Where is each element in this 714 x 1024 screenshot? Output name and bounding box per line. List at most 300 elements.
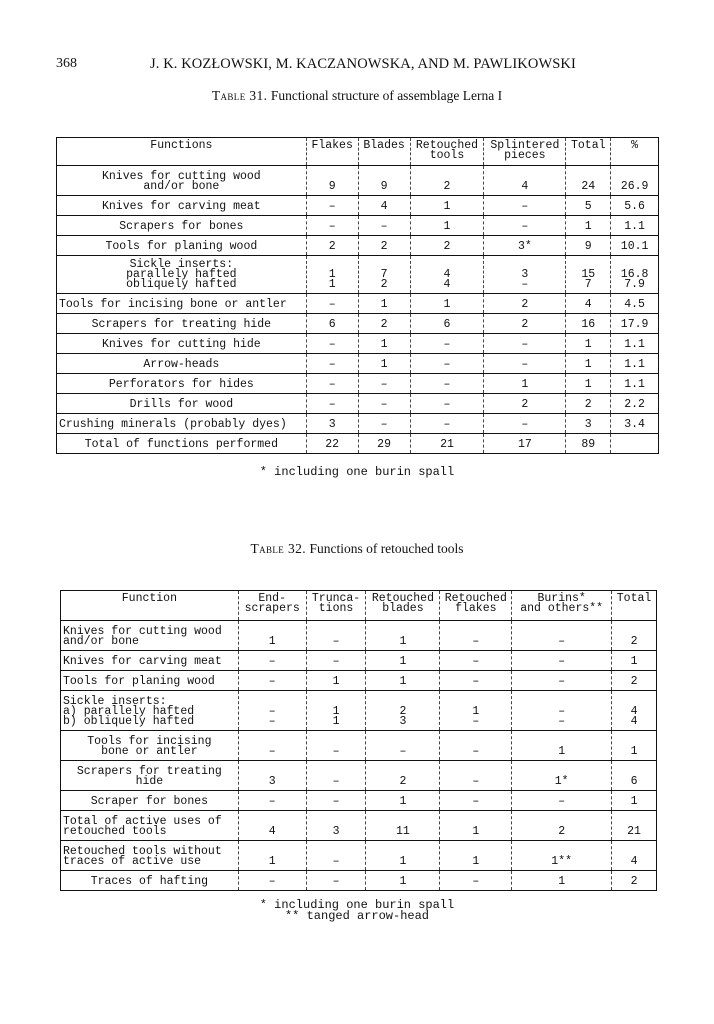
- cell-line: 1: [380, 358, 388, 371]
- cell-line: retouched tools: [63, 825, 167, 838]
- value-cell: [306, 166, 358, 196]
- row-label: [57, 314, 307, 334]
- value-cell: [611, 354, 659, 374]
- footnote: * including one burin spall: [259, 898, 455, 912]
- value-cell: [306, 414, 358, 434]
- value-cell: [611, 414, 659, 434]
- cell-line: –: [332, 635, 340, 648]
- table-row: [61, 761, 657, 791]
- cell-line: 4: [630, 705, 638, 718]
- cell-line: 1: [399, 655, 407, 668]
- value-cell: [306, 374, 358, 394]
- cell-line: –: [558, 705, 566, 718]
- value-cell: [612, 651, 657, 671]
- value-cell: [611, 166, 659, 196]
- page-number: 368: [56, 56, 77, 71]
- value-cell: [366, 651, 440, 671]
- table-row: [57, 394, 659, 414]
- cell-line: –: [380, 398, 388, 411]
- table32-footnotes: [0, 900, 714, 922]
- cell-line: Blades: [363, 139, 405, 152]
- cell-line: 1: [328, 268, 336, 281]
- cell-line: –: [472, 745, 480, 758]
- value-cell: [484, 294, 566, 314]
- cell-line: parallely hafted: [126, 268, 237, 281]
- cell-line: 1: [332, 715, 340, 728]
- table-row: [61, 691, 657, 731]
- table-row: [57, 236, 659, 256]
- cell-line: a) parallely hafted: [63, 705, 195, 718]
- value-cell: [512, 841, 612, 871]
- value-cell: [440, 841, 512, 871]
- value-cell: [410, 394, 484, 414]
- cell-line: –: [332, 775, 340, 788]
- cell-line: Flakes: [311, 139, 353, 152]
- cell-line: Total: [570, 139, 606, 152]
- cell-line: 3: [332, 825, 340, 838]
- cell-line: 2: [521, 318, 529, 331]
- table-row: [57, 414, 659, 434]
- cell-line: 2: [443, 180, 451, 193]
- cell-line: tions: [318, 602, 354, 615]
- cell-line: –: [472, 775, 480, 788]
- value-cell: [366, 621, 440, 651]
- cell-line: Sickle inserts:: [129, 258, 234, 271]
- value-cell: [366, 871, 440, 891]
- value-cell: [611, 294, 659, 314]
- cell-line: 2: [584, 398, 592, 411]
- cell-line: 1.1: [624, 220, 645, 233]
- cell-line: Function: [121, 592, 177, 605]
- value-cell: [306, 731, 366, 761]
- cell-line: Crushing minerals (probably dyes): [59, 418, 287, 431]
- value-cell: [512, 691, 612, 731]
- value-cell: [440, 621, 512, 651]
- cell-line: 17.9: [620, 318, 649, 331]
- cell-line: 4: [584, 298, 592, 311]
- value-cell: [440, 651, 512, 671]
- value-cell: [611, 314, 659, 334]
- cell-line: Retouched tools without: [63, 845, 222, 858]
- cell-line: –: [328, 298, 336, 311]
- row-label: [57, 216, 307, 236]
- cell-line: 2: [521, 398, 529, 411]
- cell-line: Knives for cutting hide: [101, 338, 261, 351]
- value-cell: [238, 651, 306, 671]
- value-cell: [410, 374, 484, 394]
- value-cell: [410, 196, 484, 216]
- cell-line: –: [558, 675, 566, 688]
- value-cell: [410, 334, 484, 354]
- cell-line: –: [443, 378, 451, 391]
- cell-line: traces of active use: [63, 855, 202, 868]
- cell-line: –: [332, 875, 340, 888]
- cell-line: –: [332, 655, 340, 668]
- column-header: [358, 138, 410, 166]
- cell-line: 4.5: [624, 298, 645, 311]
- cell-line: 9: [328, 180, 336, 193]
- cell-line: Tools for planing wood: [63, 675, 215, 688]
- cell-line: –: [521, 338, 529, 351]
- value-cell: [484, 334, 566, 354]
- cell-line: –: [328, 338, 336, 351]
- row-label: [57, 414, 307, 434]
- table-row: [57, 434, 659, 454]
- cell-line: 1: [558, 875, 566, 888]
- column-header: [512, 591, 612, 621]
- cell-line: 7: [380, 268, 388, 281]
- column-header: [238, 591, 306, 621]
- cell-line: 16.8: [620, 268, 649, 281]
- cell-line: 26.9: [620, 180, 649, 193]
- cell-line: 2: [399, 705, 407, 718]
- value-cell: [410, 294, 484, 314]
- value-cell: [512, 671, 612, 691]
- cell-line: 5.6: [624, 200, 645, 213]
- column-header: [306, 138, 358, 166]
- cell-line: 4: [268, 825, 276, 838]
- value-cell: [306, 434, 358, 454]
- value-cell: [358, 374, 410, 394]
- cell-line: and others**: [520, 602, 604, 615]
- row-label: [61, 651, 239, 671]
- running-title: J. K. KOZŁOWSKI, M. KACZANOWSKA, AND M. PAWLIKOWSKI: [150, 56, 576, 72]
- row-label: [57, 166, 307, 196]
- value-cell: [238, 731, 306, 761]
- value-cell: [366, 761, 440, 791]
- table31-footnotes: [0, 467, 714, 478]
- value-cell: [566, 216, 611, 236]
- cell-line: 1.1: [624, 358, 645, 371]
- row-label: [57, 434, 307, 454]
- value-cell: [440, 671, 512, 691]
- cell-line: Knives for carving meat: [101, 200, 261, 213]
- cell-line: 1: [332, 675, 340, 688]
- value-cell: [306, 216, 358, 236]
- cell-line: –: [380, 378, 388, 391]
- cell-line: –: [268, 875, 276, 888]
- cell-line: 2: [443, 240, 451, 253]
- column-header: [612, 591, 657, 621]
- value-cell: [306, 871, 366, 891]
- value-cell: [306, 671, 366, 691]
- table-row: [57, 374, 659, 394]
- cell-line: 1: [472, 705, 480, 718]
- value-cell: [512, 621, 612, 651]
- column-header: [566, 138, 611, 166]
- row-label: [61, 621, 239, 651]
- value-cell: [410, 434, 484, 454]
- cell-line: 11: [396, 825, 410, 838]
- cell-line: –: [268, 655, 276, 668]
- cell-line: 21: [627, 825, 641, 838]
- table32-caption: [0, 541, 714, 557]
- column-header: [611, 138, 659, 166]
- cell-line: Knives for carving meat: [63, 655, 222, 668]
- cell-line: 2: [521, 298, 529, 311]
- cell-line: 1: [328, 278, 336, 291]
- cell-line: –: [328, 378, 336, 391]
- cell-line: Total of functions performed: [84, 438, 278, 451]
- cell-line: Functions: [150, 139, 213, 152]
- value-cell: [238, 621, 306, 651]
- cell-line: 1: [443, 298, 451, 311]
- cell-line: 9: [380, 180, 388, 193]
- value-cell: [306, 196, 358, 216]
- table-row: [57, 196, 659, 216]
- row-label: [57, 334, 307, 354]
- table-row: [61, 621, 657, 651]
- table-row: [61, 841, 657, 871]
- value-cell: [306, 841, 366, 871]
- value-cell: [440, 871, 512, 891]
- row-label: [61, 671, 239, 691]
- cell-line: Scrapers for treating: [76, 765, 222, 778]
- value-cell: [484, 196, 566, 216]
- cell-line: 29: [377, 438, 391, 451]
- column-header: [484, 138, 566, 166]
- value-cell: [238, 691, 306, 731]
- table-row: [57, 256, 659, 294]
- cell-line: 1: [584, 378, 592, 391]
- table-row: [57, 334, 659, 354]
- value-cell: [512, 731, 612, 761]
- value-cell: [358, 354, 410, 374]
- cell-line: Retouched: [415, 139, 479, 152]
- cell-line: 22: [325, 438, 340, 451]
- value-cell: [512, 811, 612, 841]
- cell-line: –: [268, 745, 276, 758]
- value-cell: [612, 761, 657, 791]
- cell-line: –: [332, 795, 340, 808]
- cell-line: Tools for planing wood: [105, 240, 258, 253]
- value-cell: [366, 811, 440, 841]
- cell-line: 1: [630, 745, 638, 758]
- column-header: [61, 591, 239, 621]
- cell-line: 1**: [551, 855, 573, 868]
- cell-line: 4: [630, 855, 638, 868]
- cell-line: –: [521, 200, 529, 213]
- value-cell: [366, 671, 440, 691]
- value-cell: [358, 216, 410, 236]
- cell-line: 1*: [554, 775, 569, 788]
- cell-line: 1: [332, 705, 340, 718]
- row-label: [57, 196, 307, 216]
- cell-line: 2: [399, 775, 407, 788]
- value-cell: [512, 871, 612, 891]
- value-cell: [306, 314, 358, 334]
- value-cell: [410, 414, 484, 434]
- value-cell: [484, 374, 566, 394]
- value-cell: [484, 236, 566, 256]
- cell-line: 3: [521, 268, 529, 281]
- table-row: [61, 731, 657, 761]
- cell-line: Total: [616, 592, 652, 605]
- cell-line: 2.2: [624, 398, 645, 411]
- value-cell: [306, 256, 358, 294]
- cell-line: 4: [443, 268, 451, 281]
- cell-line: and/or bone: [63, 635, 139, 648]
- cell-line: End-: [258, 592, 286, 605]
- value-cell: [410, 354, 484, 374]
- cell-line: 1: [380, 338, 388, 351]
- cell-line: –: [268, 715, 276, 728]
- cell-line: Burins*: [537, 592, 586, 605]
- value-cell: [612, 841, 657, 871]
- cell-line: –: [472, 875, 480, 888]
- cell-line: –: [328, 398, 336, 411]
- cell-line: and/or bone: [143, 180, 220, 193]
- value-cell: [366, 841, 440, 871]
- cell-line: 1: [584, 358, 592, 371]
- cell-line: Total of active uses of: [63, 815, 222, 828]
- cell-line: 2: [630, 635, 638, 648]
- value-cell: [566, 354, 611, 374]
- table32: [60, 590, 657, 891]
- column-header: [366, 591, 440, 621]
- value-cell: [410, 236, 484, 256]
- cell-line: –: [472, 795, 480, 808]
- value-cell: [238, 871, 306, 891]
- value-cell: [440, 791, 512, 811]
- value-cell: [566, 314, 611, 334]
- cell-line: –: [328, 358, 336, 371]
- cell-line: Scraper for bones: [90, 795, 209, 808]
- cell-line: 6: [328, 318, 336, 331]
- row-label: [61, 731, 239, 761]
- value-cell: [512, 761, 612, 791]
- value-cell: [612, 621, 657, 651]
- value-cell: [358, 434, 410, 454]
- value-cell: [484, 166, 566, 196]
- value-cell: [611, 374, 659, 394]
- cell-line: 16: [581, 318, 596, 331]
- cell-line: 7: [584, 278, 592, 291]
- cell-line: 1: [380, 298, 388, 311]
- value-cell: [238, 811, 306, 841]
- value-cell: [484, 394, 566, 414]
- value-cell: [566, 374, 611, 394]
- cell-line: 4: [380, 200, 388, 213]
- cell-line: 2: [380, 240, 388, 253]
- cell-line: 2: [630, 875, 638, 888]
- cell-line: 6: [630, 775, 638, 788]
- value-cell: [358, 256, 410, 294]
- cell-line: 21: [440, 438, 454, 451]
- table-row: [61, 651, 657, 671]
- cell-line: 1: [443, 200, 451, 213]
- cell-line: –: [399, 745, 407, 758]
- value-cell: [440, 811, 512, 841]
- value-cell: [410, 314, 484, 334]
- value-cell: [410, 256, 484, 294]
- cell-line: –: [558, 655, 566, 668]
- cell-line: Tools for incising bone or antler: [59, 298, 287, 311]
- value-cell: [306, 334, 358, 354]
- cell-line: Retouched: [444, 592, 507, 605]
- cell-line: 4: [443, 278, 451, 291]
- column-header: [410, 138, 484, 166]
- value-cell: [611, 196, 659, 216]
- value-cell: [306, 294, 358, 314]
- value-cell: [566, 334, 611, 354]
- cell-line: –: [268, 675, 276, 688]
- table-row: [57, 166, 659, 196]
- cell-line: –: [472, 715, 480, 728]
- value-cell: [358, 196, 410, 216]
- value-cell: [484, 434, 566, 454]
- cell-line: –: [558, 715, 566, 728]
- cell-line: blades: [382, 602, 424, 615]
- cell-line: –: [380, 220, 388, 233]
- value-cell: [358, 166, 410, 196]
- cell-line: hide: [135, 775, 164, 788]
- cell-line: –: [328, 220, 336, 233]
- cell-line: 2: [558, 825, 566, 838]
- cell-line: –: [443, 398, 451, 411]
- cell-line: 1: [268, 635, 276, 648]
- row-label: [57, 236, 307, 256]
- footnote: * including one burin spall: [259, 465, 455, 479]
- cell-line: Scrapers for bones: [119, 220, 244, 233]
- value-cell: [611, 434, 659, 454]
- value-cell: [440, 691, 512, 731]
- cell-line: scrapers: [244, 602, 300, 615]
- value-cell: [566, 434, 611, 454]
- value-cell: [238, 671, 306, 691]
- cell-line: –: [558, 635, 566, 648]
- cell-line: –: [472, 675, 480, 688]
- cell-line: Drills for wood: [129, 398, 234, 411]
- cell-line: b) obliquely hafted: [63, 715, 195, 728]
- value-cell: [358, 414, 410, 434]
- value-cell: [484, 354, 566, 374]
- cell-line: –: [268, 795, 276, 808]
- table-row: [57, 294, 659, 314]
- cell-line: Perforators for hides: [108, 378, 254, 391]
- row-label: [57, 374, 307, 394]
- value-cell: [612, 691, 657, 731]
- cell-line: 1.1: [624, 338, 645, 351]
- cell-line: 15: [581, 268, 596, 281]
- value-cell: [612, 871, 657, 891]
- cell-line: 2: [328, 240, 336, 253]
- value-cell: [358, 394, 410, 414]
- value-cell: [410, 166, 484, 196]
- value-cell: [306, 791, 366, 811]
- cell-line: –: [443, 358, 451, 371]
- value-cell: [238, 841, 306, 871]
- cell-line: –: [521, 278, 529, 291]
- cell-line: Trunca-: [311, 592, 361, 605]
- cell-line: 1.1: [624, 378, 645, 391]
- value-cell: [566, 414, 611, 434]
- value-cell: [306, 811, 366, 841]
- value-cell: [611, 216, 659, 236]
- value-cell: [612, 791, 657, 811]
- row-label: [57, 256, 307, 294]
- cell-line: 4: [630, 715, 638, 728]
- cell-line: 1: [268, 855, 276, 868]
- value-cell: [612, 671, 657, 691]
- cell-line: 1: [399, 795, 407, 808]
- row-label: [57, 394, 307, 414]
- row-label: [61, 761, 239, 791]
- footnote: ** tanged arrow-head: [284, 909, 430, 923]
- cell-line: 4: [521, 180, 529, 193]
- value-cell: [306, 394, 358, 414]
- value-cell: [612, 731, 657, 761]
